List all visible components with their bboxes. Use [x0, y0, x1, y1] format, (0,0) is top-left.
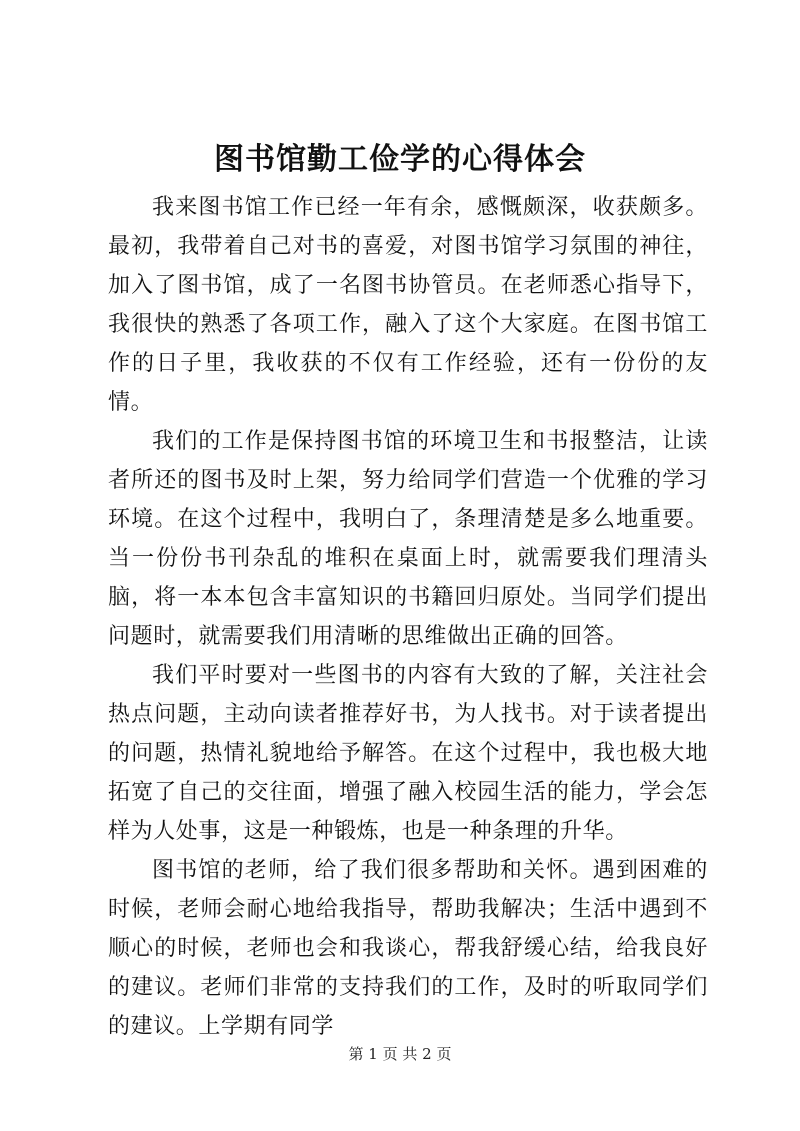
paragraph-4: 图书馆的老师，给了我们很多帮助和关怀。遇到困难的时候，老师会耐心地给我指导，帮助我解决；生活中遇到不顺心的时候，老师也会和我谈心，帮我舒缓心结，给我良好的建议。老师们非常的支持我们的工作，及时的听取同学们的建议。上学期有同学 [108, 858, 708, 1039]
paragraph-2: 我们的工作是保持图书馆的环境卫生和书报整洁，让读者所还的图书及时上架，努力给同学们营造一个优雅的学习环境。在这个过程中，我明白了，条理清楚是多么地重要。当一份份书刊杂乱的堆积在桌面上时，就需要我们理清头脑，将一本本包含丰富知识的书籍回归原处。当同学们提出问题时，就需要我们用清晰的思维做出正确的回答。 [108, 429, 708, 649]
document-body [108, 188, 708, 1046]
paragraph-3: 我们平时要对一些图书的内容有大致的了解，关注社会热点问题，主动向读者推荐好书，为人找书。对于读者提出的问题，热情礼貌地给予解答。在这个过程中，我也极大地拓宽了自己的交往面，增强了融入校园生活的能力，学会怎样为人处事，这是一种锻炼，也是一种条理的升华。 [108, 663, 708, 844]
paragraph-1: 我来图书馆工作已经一年有余，感慨颇深，收获颇多。最初，我带着自己对书的喜爱，对图书馆学习氛围的神往，加入了图书馆，成了一名图书协管员。在老师悉心指导下，我很快的熟悉了各项工作，融入了这个大家庭。在图书馆工作的日子里，我收获的不仅有工作经验，还有一份份的友情。 [108, 195, 708, 415]
page-footer: 第 1 页 共 2 页 [348, 1045, 452, 1063]
document-title: 图书馆勤工俭学的心得体会 [214, 142, 586, 177]
